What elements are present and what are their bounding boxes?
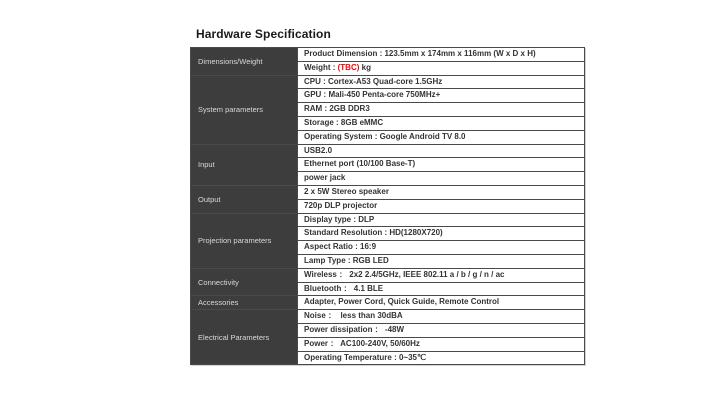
table-row (191, 310, 585, 324)
spec-cell-aspect-ratio: Aspect Ratio : 16:9 (298, 241, 585, 255)
group-header-dimensions-weight: Dimensions/Weight (191, 48, 298, 76)
spec-cell-power: Power ： AC100-240V, 50/60Hz (298, 337, 585, 351)
spec-cell-gpu: GPU : Mali-450 Penta-core 750MHz+ (298, 89, 585, 103)
weight-label: Weight : (304, 62, 338, 72)
spec-cell-resolution: Standard Resolution : HD(1280X720) (298, 227, 585, 241)
table-row (191, 296, 585, 310)
spec-cell-product-dimension: Product Dimension : 123.5mm x 174mm x 116mm (W x D x H) (298, 48, 585, 62)
spec-cell-os: Operating System : Google Android TV 8.0 (298, 130, 585, 144)
group-header-output: Output (191, 185, 298, 213)
spec-cell-ethernet: Ethernet port (10/100 Base-T) (298, 158, 585, 172)
spec-cell-projector: 720p DLP projector (298, 199, 585, 213)
spec-cell-power-jack: power jack (298, 172, 585, 186)
spec-cell-accessories: Adapter, Power Cord, Quick Guide, Remote Control (298, 296, 585, 310)
spec-cell-ram: RAM : 2GB DDR3 (298, 103, 585, 117)
spec-cell-display-type: Display type : DLP (298, 213, 585, 227)
spec-cell-speaker: 2 x 5W Stereo speaker (298, 185, 585, 199)
page-title: Hardware Specification (196, 27, 331, 41)
group-header-electrical-parameters: Electrical Parameters (191, 310, 298, 365)
spec-cell-noise: Noise ： less than 30dBA (298, 310, 585, 324)
table-row (191, 48, 585, 62)
spec-cell-bluetooth: Bluetooth ： 4.1 BLE (298, 282, 585, 296)
spec-cell-weight (298, 61, 585, 75)
spec-cell-cpu: CPU : Cortex-A53 Quad-core 1.5GHz (298, 75, 585, 89)
group-header-system-parameters: System parameters (191, 75, 298, 144)
table-row (191, 268, 585, 282)
group-header-accessories: Accessories (191, 296, 298, 310)
spec-cell-usb: USB2.0 (298, 144, 585, 158)
group-header-projection-parameters: Projection parameters (191, 213, 298, 268)
group-header-input: Input (191, 144, 298, 185)
group-header-connectivity: Connectivity (191, 268, 298, 296)
spec-cell-operating-temperature: Operating Temperature : 0~35℃ (298, 351, 585, 365)
table-row (191, 213, 585, 227)
table-row (191, 144, 585, 158)
spec-cell-power-dissipation: Power dissipation ： -48W (298, 323, 585, 337)
table-row (191, 185, 585, 199)
spec-cell-storage: Storage : 8GB eMMC (298, 116, 585, 130)
tbc-highlight: (TBC) (337, 62, 360, 72)
table-row (191, 75, 585, 89)
spec-cell-wireless: Wireless ： 2x2 2.4/5GHz, IEEE 802.11 a / b / g / n / ac (298, 268, 585, 282)
hardware-spec-table (190, 47, 585, 365)
spec-cell-lamp-type: Lamp Type : RGB LED (298, 254, 585, 268)
weight-unit: kg (359, 62, 371, 72)
